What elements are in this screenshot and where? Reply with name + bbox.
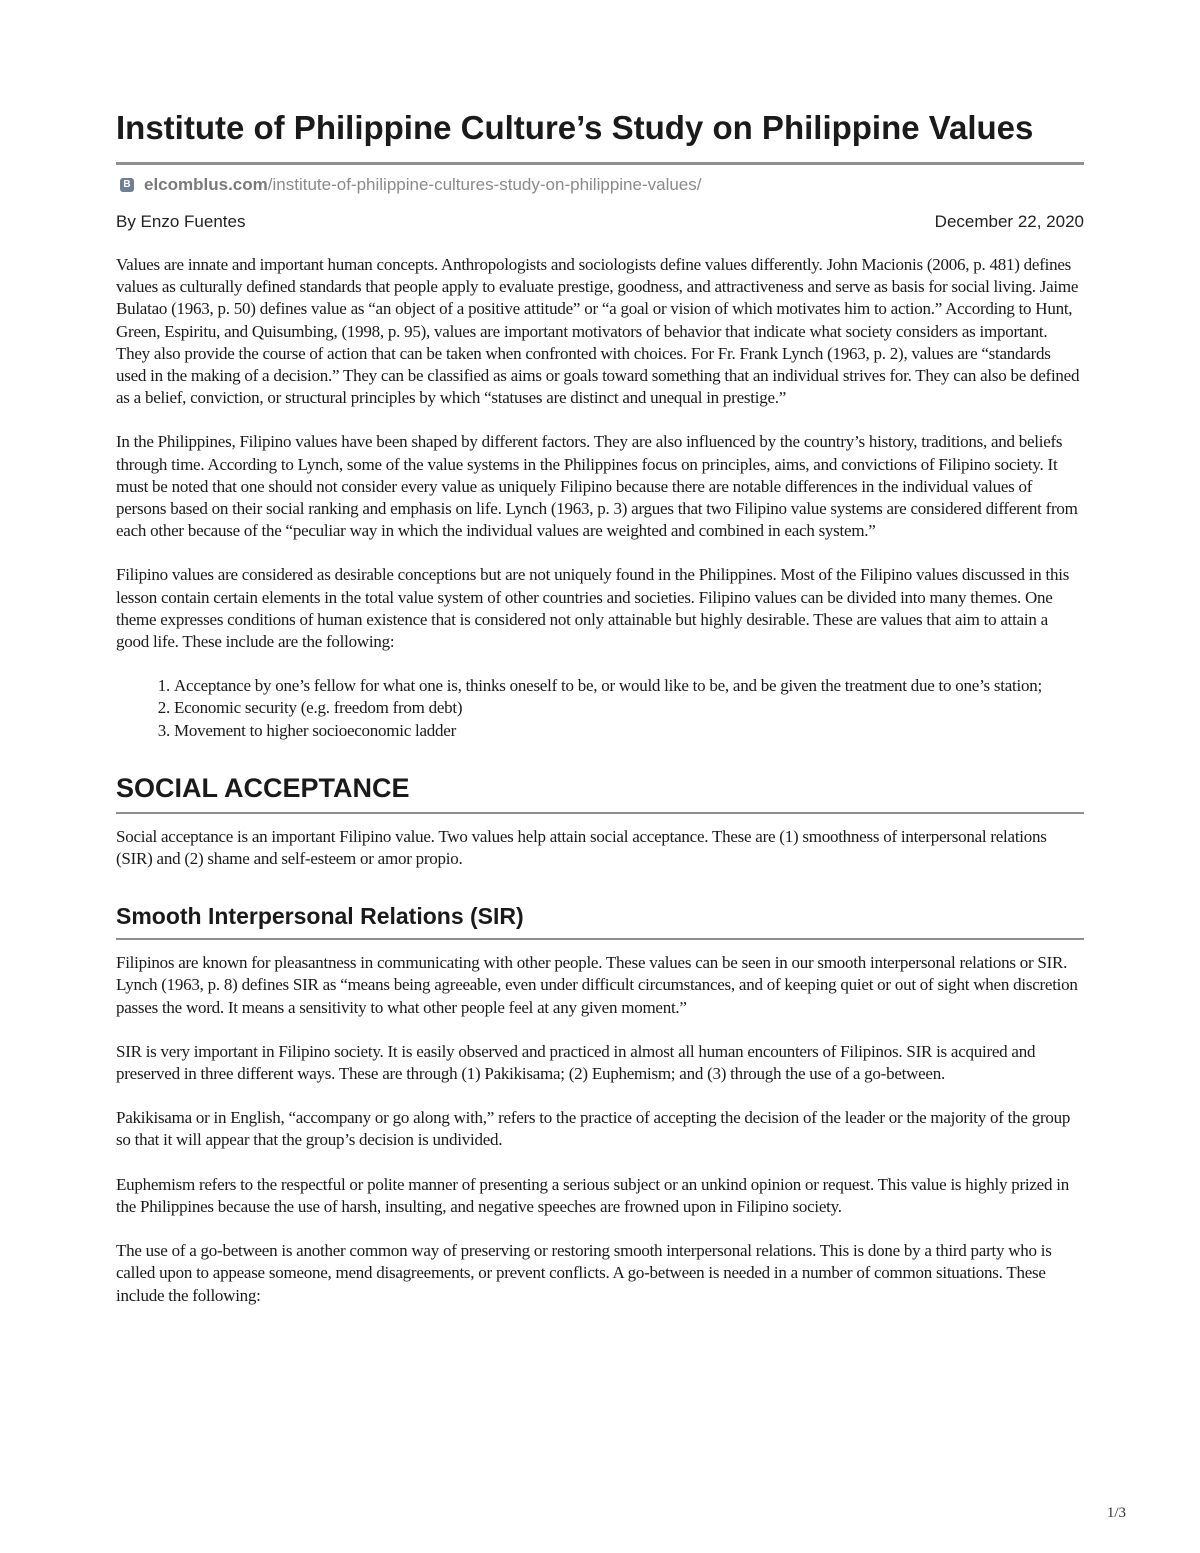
list-item: 3. Movement to higher socioeconomic ladder (174, 720, 1084, 742)
paragraph-4: Social acceptance is an important Filipino value. Two values help attain social acceptance. These are (1) smoothness of interpersonal relations (SIR) and (2) shame and self-esteem or amor propio. (116, 826, 1047, 869)
paragraph-5: Filipinos are known for pleasantness in communicating with other people. These values can be seen in our smooth interpersonal relations or SIR. Lynch (1963, p. 8) defines SIR as “means being agreeable, even under difficult circumstances, and of keeping quiet or out of sight when discretion passes the word. It means a sensitivity to what other people feel at any given moment.” (116, 953, 1078, 1017)
article-title: Institute of Philippine Culture’s Study on Philippine Values (116, 109, 1034, 146)
publish-date: December 22, 2020 (934, 212, 1084, 231)
title-divider (116, 162, 1084, 165)
paragraph-1: Values are innate and important human concepts. Anthropologists and sociologists define values differently. John Macionis (2006, p. 481) defines values as culturally defined standards that people apply to evaluate prestige, goodness, and attractiveness and serve as basis for social living. Jaime Bulatao (1963, p. 50) defines value as “an object of a positive attitude” or “a goal or vision of which motivates him to action.” According to Hunt, Green, Espiritu, and Quisumbing, (1998, p. 95), values are important motivators of behavior that indicate what society considers as important. They also provide the course of action that can be taken when confronted with choices. For Fr. Frank Lynch (1963, p. 2), values are “standards used in the making of a decision.” They can be classified as aims or goals toward something that an individual strives for. They can also be defined as a belief, conviction, or structural principles by which “statuses are distinct and unequal in prestige.” (116, 255, 1080, 408)
byline: By Enzo Fuentes (116, 212, 246, 231)
paragraph-2: In the Philippines, Filipino values have been shaped by different factors. They are also influenced by the country’s history, traditions, and beliefs through time. According to Lynch, some of the value systems in the Philippines focus on principles, aims, and convictions of Filipino society. It must be noted that one should not consider every value as uniquely Filipino because there are notable differences in the individual values of persons based on their social ranking and emphasis on life. Lynch (1963, p. 3) argues that two Filipino value systems are considered different from each other because of the “peculiar way in which the individual values are weighted and combined in each system.” (116, 432, 1078, 541)
list-item: 1. Acceptance by one’s fellow for what one is, thinks oneself to be, or would like to be, and be given the treatment due to one’s station; (174, 675, 1084, 697)
source-path[interactable]: /institute-of-philippine-cultures-study-on-philippine-values/ (267, 175, 702, 194)
paragraph-7: Pakikisama or in English, “accompany or go along with,” refers to the practice of accepting the decision of the leader or the majority of the group so that it will appear that the group’s decision is undivided. (116, 1108, 1071, 1150)
section-divider (116, 938, 1084, 940)
section-divider (116, 812, 1084, 814)
paragraph-9: The use of a go-between is another common way of preserving or restoring smooth interpersonal relations. This is done by a third party who is called upon to appease someone, mend disagreements, or prevent conflicts. A go-between is needed in a number of common situations. These include the following: (116, 1241, 1052, 1305)
source-link[interactable] (116, 174, 1084, 196)
site-favicon-icon: B (120, 178, 134, 192)
section-heading-social-acceptance: SOCIAL ACCEPTANCE (116, 772, 410, 803)
paragraph-6: SIR is very important in Filipino society. It is easily observed and practiced in almost all human encounters of Filipinos. SIR is acquired and preserved in three different ways. These are through (1) Pakikisama; (2) Euphemism; and (3) through the use of a go-between. (116, 1041, 1036, 1084)
article-meta (116, 212, 1084, 232)
paragraph-3: Filipino values are considered as desirable conceptions but are not uniquely found in the Philippines. Most of the Filipino values discussed in this lesson contain certain elements in the total value system of other countries and societies. Filipino values can be divided into many themes. One theme expresses conditions of human existence that is considered not only attainable but highly desirable. These are values that aim to attain a good life. These include are the following: (116, 565, 1070, 652)
list-item: 2. Economic security (e.g. freedom from debt) (174, 697, 1084, 719)
page-number: 1/3 (1106, 1505, 1126, 1521)
paragraph-8: Euphemism refers to the respectful or polite manner of presenting a serious subject or an unkind opinion or request. This value is highly prized in the Philippines because the use of harsh, insulting, and negative speeches are frowned upon in Filipino society. (116, 1174, 1069, 1216)
values-list (116, 675, 1084, 742)
section-heading-sir: Smooth Interpersonal Relations (SIR) (116, 903, 524, 930)
source-domain[interactable]: elcomblus.com (144, 175, 268, 194)
document-page (116, 108, 1084, 1307)
